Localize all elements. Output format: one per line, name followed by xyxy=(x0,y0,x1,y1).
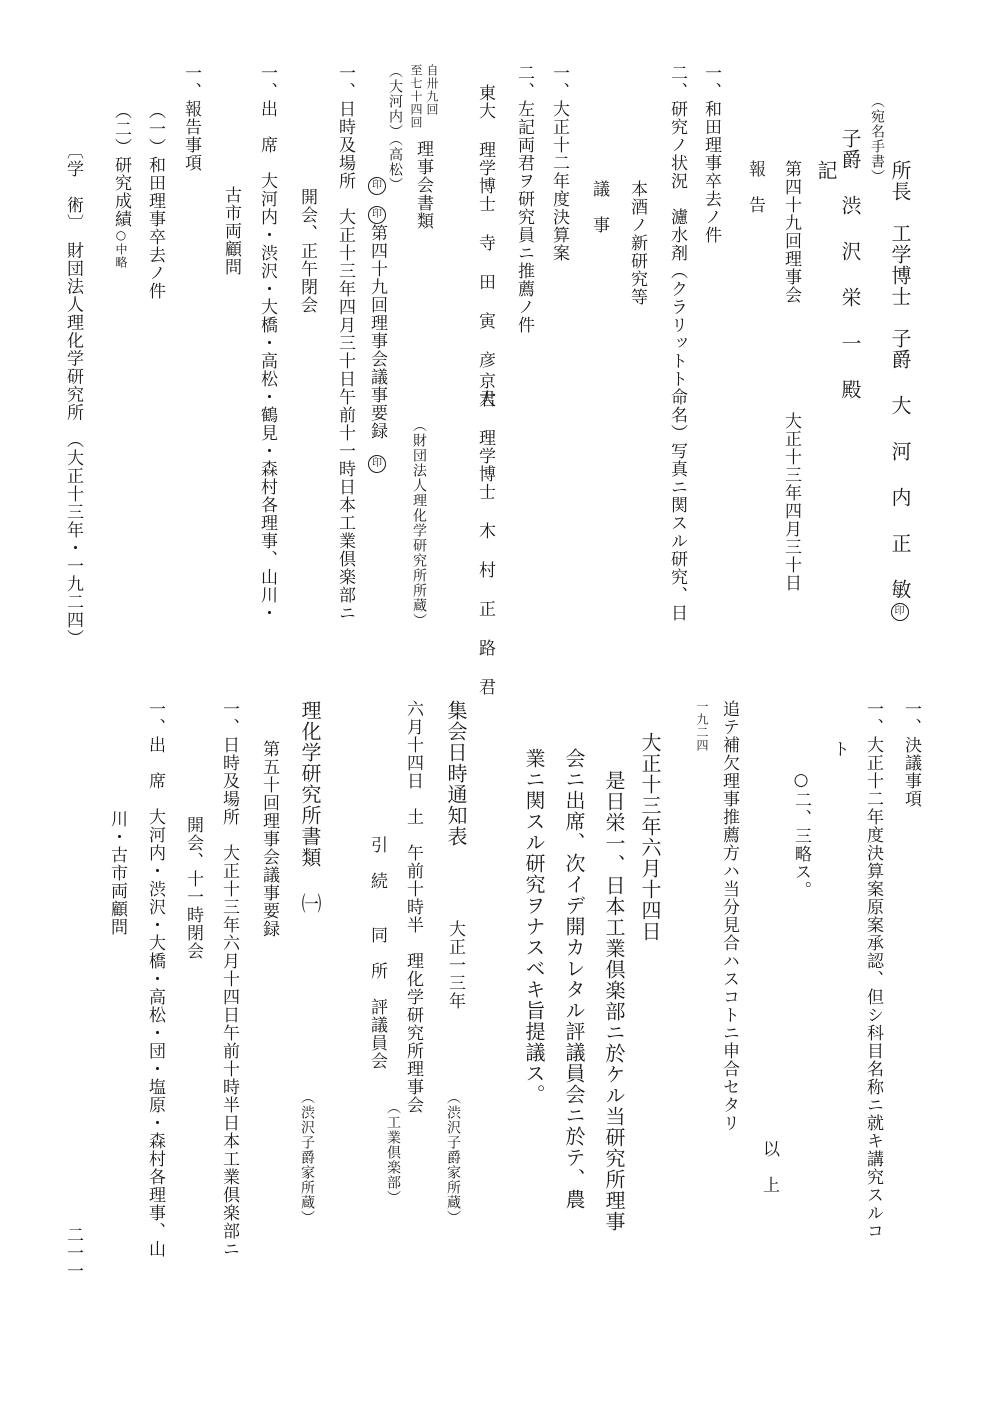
range-from: 自卅九回 xyxy=(425,64,439,116)
minutes-seal xyxy=(368,452,387,476)
ki-heading: 記 xyxy=(814,160,838,181)
end-mark: 以 上 xyxy=(759,1140,779,1194)
omission-note: ○中略 xyxy=(114,228,128,269)
nominee-terada: 東大 理学博士 寺 田 寅 彦 君 xyxy=(475,84,495,408)
report-heading: 報 告 xyxy=(745,160,765,214)
notice-year: 大正一三年 xyxy=(445,920,465,1010)
minutes-50-title: 第五十回理事会議事要録 xyxy=(259,740,279,938)
source-title: 理事会書類 xyxy=(413,140,433,230)
nominee-kimura: 京大 理学博士 木 村 正 路 君 xyxy=(475,372,495,696)
entry-line-3: 業ニ関スル研究ヲナスベキ旨提議ス。 xyxy=(522,748,546,1105)
riken-docs-title: 理化学研究所書類 ㈠ xyxy=(298,700,322,914)
notice-entry-1-place: （工業倶楽部） xyxy=(385,1100,401,1205)
section-year: （大正十三年・一九二四） xyxy=(63,439,83,647)
report-matters: 一、報告事項 xyxy=(181,64,201,172)
agenda-heading: 議 事 xyxy=(589,180,609,234)
minutes-50-datetime: 一、日時及場所 大正十三年六月十四日午前十時半日本工業倶楽部ニ xyxy=(219,700,239,1258)
seal-mark: 印 xyxy=(368,206,386,224)
source-holder: （財団法人理化学研究所所蔵） xyxy=(411,418,427,628)
section-org: 財団法人理化学研究所 xyxy=(63,241,83,422)
year-1924: 一九二四 xyxy=(695,700,709,752)
approval-seals xyxy=(368,174,387,227)
section-label: 〔学 術〕 xyxy=(63,142,83,224)
seal-mark: 印 xyxy=(368,177,386,195)
running-head xyxy=(64,142,81,647)
sender-text: 所長 工学博士 子爵 大 河 内 正 敏 xyxy=(888,160,912,600)
notice-title: 集会日時通知表 xyxy=(444,700,468,847)
minutes-50-attendance-cont: 川・古市両顧問 xyxy=(107,810,127,936)
attendance-cont: 古市両顧問 xyxy=(221,186,241,276)
notice-entry-1: 六月十四日 土 午前十時半 理化学研究所理事会 xyxy=(403,700,423,1114)
datetime-place: 一、日時及場所 大正十三年四月三十日午前十一時日本工業倶楽部ニ xyxy=(335,64,355,622)
meeting-title: 第四十九回理事会 xyxy=(781,160,801,304)
omission-2-3: ○二、三略ス。 xyxy=(791,770,811,899)
date-heading: 大正十三年六月十四日 xyxy=(638,732,662,942)
postscript: 追テ補欠理事推薦方ハ当分見合ハスコトニ申合セタリ xyxy=(719,700,739,1132)
entry-line-1: 是日栄一、日本工業倶楽部ニ於ケル当研究所理事 xyxy=(602,770,626,1232)
range-to: 至七十四回 xyxy=(409,64,423,129)
minutes-50-attendance: 一、出 席 大河内・渋沢・大橋・高松・団・塩原・森村各理事、山 xyxy=(145,700,165,1258)
entry-line-2: 会ニ出席、次イデ開カレタル評議員会ニ於テ、農 xyxy=(562,748,586,1210)
page-number: 二一一 xyxy=(63,1226,83,1280)
resolution-1-cont: ト xyxy=(829,740,849,758)
seal-mark: 印 xyxy=(368,455,386,473)
resolutions-heading: 一、決議事項 xyxy=(901,700,921,808)
addressee-note: （宛名手書） xyxy=(869,94,885,184)
report-matter-1: （一）和田理事卒去ノ件 xyxy=(145,102,165,300)
addressee-line: 子爵 渋 沢 栄 一 殿 xyxy=(838,128,862,400)
minutes-title: 第四十九回理事会議事要録 xyxy=(367,224,387,440)
datetime-place-cont: 開会、正午閉会 xyxy=(297,188,317,314)
report-item-2-cont: 本酒ノ新研究等 xyxy=(627,180,647,306)
resolution-1: 一、大正十二年度決算案原案承認、但シ科目名称ニ就キ講究スルコ xyxy=(863,700,883,1240)
minutes-50-datetime-cont: 開会、十一時閉会 xyxy=(183,816,203,960)
agenda-item-2: 二、左記両君ヲ研究員ニ推薦ノ件 xyxy=(514,64,534,334)
seal-mark: 印 xyxy=(891,603,909,621)
sender-line xyxy=(890,160,910,624)
report-item-2: 二、研究ノ状況 濾水剤（クラリットト命名）写真ニ関スル研究、日 xyxy=(667,64,687,622)
meeting-date: 大正十三年四月三十日 xyxy=(781,412,801,592)
riken-docs-holder: （渋沢子爵家所蔵） xyxy=(299,1090,315,1225)
report-matter-2-text: （二）研究成績 xyxy=(111,102,131,228)
report-matter-2 xyxy=(112,102,129,269)
notice-entry-2: 引 続 同 所 評議員会 xyxy=(367,836,387,1070)
report-item-1: 一、和田理事卒去ノ件 xyxy=(701,64,721,244)
notice-holder: （渋沢子爵家所蔵） xyxy=(445,1090,461,1225)
attendance: 一、出 席 大河内・渋沢・大橋・高松・鶴見・森村各理事、山川・ xyxy=(257,64,277,622)
agenda-item-1: 一、大正十二年度決算案 xyxy=(549,64,569,262)
seal-names: （大河内）（高松） xyxy=(387,64,403,192)
